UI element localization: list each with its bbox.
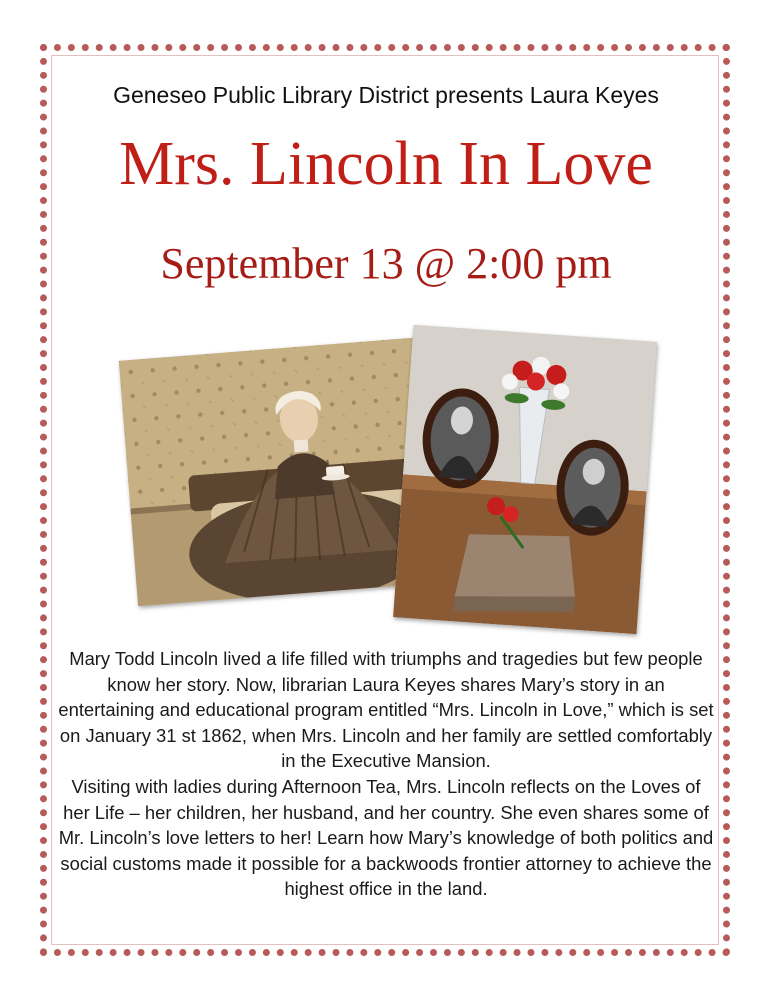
event-title: Mrs. Lincoln In Love [119, 130, 653, 198]
description-paragraph-1: Mary Todd Lincoln lived a life filled with triumphs and tragedies but few people know her story. Now, librarian Laura Keyes shares Mary’s story in an entertaining and educational program entitled “Mrs. Lincoln in Love,” which is set on January 31 st 1862, when Mrs. Lincoln and her family are settled comfortably in the Executive Mansion. [58, 648, 714, 772]
description-paragraph-2: Visiting with ladies during Afternoon Tea, Mrs. Lincoln reflects on the Loves of her Life – her children, her husband, and her country. She even shares some of Mr. Lincoln’s love letters to her! Learn how Mary’s knowledge of both politics and social customs made it possible for a backwoods frontier attorney to achieve the highest office in the land. [58, 775, 714, 900]
presenter-line: Geneseo Public Library District presents Laura Keyes [113, 82, 659, 108]
event-description [58, 646, 714, 902]
photo-framed-portraits-and-roses [393, 325, 657, 634]
event-date-time: September 13 @ 2:00 pm [160, 239, 612, 288]
